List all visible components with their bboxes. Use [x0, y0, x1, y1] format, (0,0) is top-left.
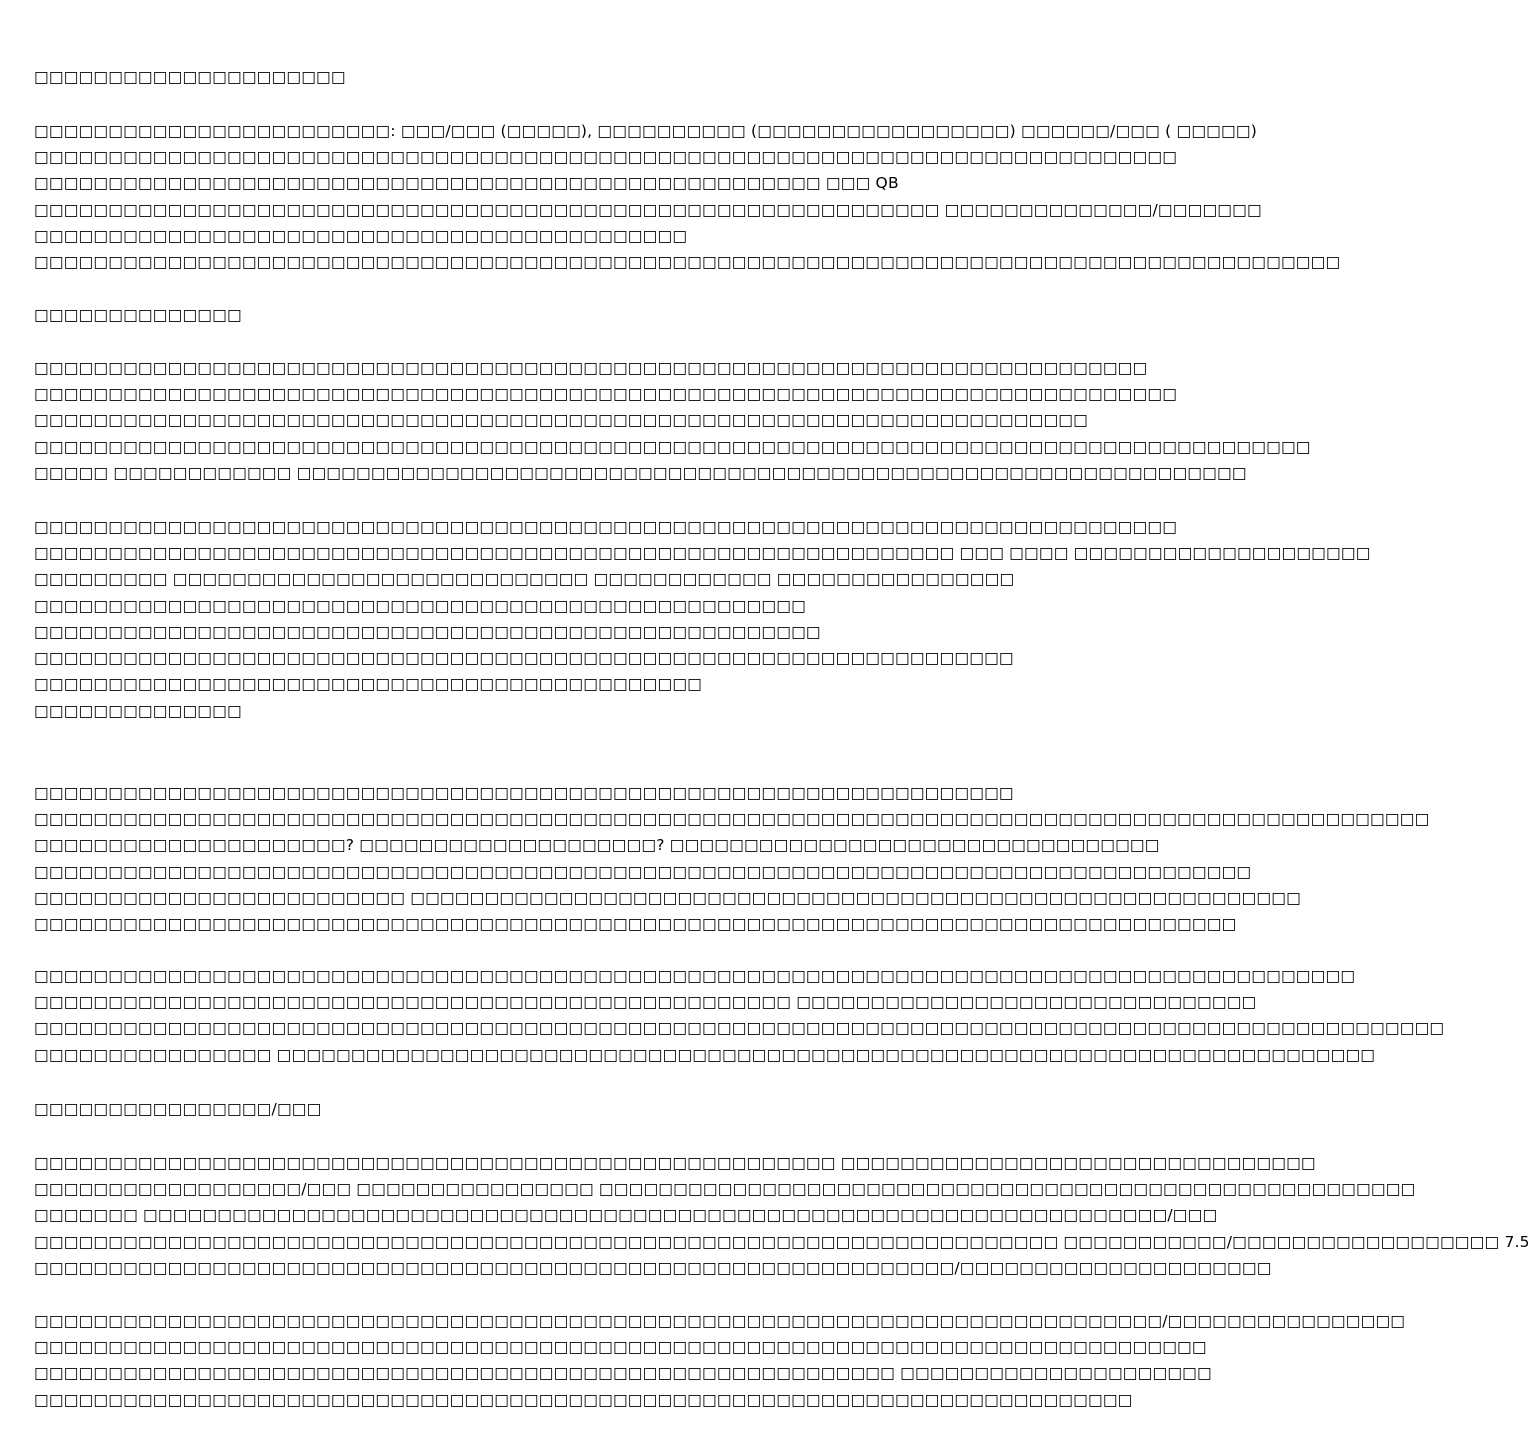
text-line: □□□□□ □□□□□□□□□□□□ □□□□□□□□□□□□□□□□□□□□□□□□□□□□□□□□□□□□□□□□□□□□□□□□□□□□□□□□□□□□□□□□ — [34, 463, 1247, 482]
text-line: □□□□□□□□□□□□□□□□□□□□□□□□□□□□□□□□□□□□□□□□□□□□□□□□□□□□□□□□□□□□□□□□□□□□□□□ — [34, 411, 1088, 430]
text-line: □□□□□□□□□□□□□□□□ □□□□□□□□□□□□□□□□□□□□□□□□□□□□□□□□□□□□□□□□□□□□□□□□□□□□□□□□□□□□□□□□□□□□□□□□□□ — [34, 1045, 1376, 1064]
text-line: □□□□□□□□□□□□□□□□□□□□□□□□□□□□□□□□□□□□□□□□□□□□□□□□□□□□□□□□□□□□□□□□□□□□□□□□□□□□□□□□□□□□□□□□ — [34, 252, 1341, 271]
text-line: □□□□□□□□□□□□□□□□□□□□□□□□□ □□□□□□□□□□□□□□□□□□□□□□□□□□□□□□□□□□□□□□□□□□□□□□□□□□□□□□□□□□□□ — [34, 888, 1301, 907]
text-line: □□□□□□□□□□□□□□□□□□□□□□□□□□□□□□□□□□□□□□□□□□□□□□□□□□□□□□□□□□□□□ □□□□□□□□□□□□□□/□□□□□□□ — [34, 200, 1262, 219]
text-line: □□□□□□□□□□□□□□ — [34, 702, 242, 720]
text-line: □□□□□□□□□□□□□□□□/□□□ — [34, 1100, 322, 1118]
text-line: □□□□□□□□□□□□□□□□□□□□□□□□□□□□□□□□□□□□□□□□□□□□□□□□□□□□□□□□□□□□□□□□□□□□□□□□□□ — [34, 1390, 1133, 1409]
text-line: □□□□□□□□□□□□□□□□□□□□□□□□□□□□□□□□□□□□□□□□□□□□□ — [34, 675, 703, 694]
text-line: □□□□□□□□□□□□□□□□□□□□□? □□□□□□□□□□□□□□□□□□□□? □□□□□□□□□□□□□□□□□□□□□□□□□□□□□□□□□ — [34, 836, 1160, 855]
text-line: □□□□□□□□□□□□□□□□□□□□□□□□□□□□□□□□□□□□□□□□□□□□□□□□□□□ □□□□□□□□□□□□□□□□□□□□□□□□□□□□□□□ — [34, 993, 1257, 1012]
text-line: □□□□□□□□□□□□□□□□□□□□□□□□□□□□□□□□□□□□□□□□□□□□□□□□□□□□□□□□□□□□□□□□□□ — [34, 648, 1014, 667]
text-line: □□□□□□□□□□□□□□□□□□□□□□□□□□□□□□□□□□□□□□□□□□□□□□□□□□□□□□□□□□□□□□□□□□ — [34, 784, 1014, 802]
paragraph-4 — [34, 780, 1430, 937]
text-line: □□□□□□□ □□□□□□□□□□□□□□□□□□□□□□□□□□□□□□□□□□□□□□□□□□□□□□□□□□□□□□□□□□□□□□□□□□□□□/□□□ — [34, 1206, 1218, 1225]
text-line: □□□□□□□□□□□□□□□□□□□□□□□□□□□□□□□□□□□□□□□□□□□□□□□□□□□□□□ □□□□□□□□□□□□□□□□□□□□□□□□□□□□□□□□ — [34, 1154, 1316, 1172]
text-line: □□□□□□□□□□□□□□□□□□□□□□□□□□□□□□□□□□□□□□□□□□□□□□□□□□□□□□□□□□□□□□□□□□□□□ □□□□□□□□□□□/□□□□□□□□□□□□□□□□□□ 7.5 — [34, 1232, 1530, 1251]
paragraph-1 — [34, 118, 1341, 275]
text-line: □□□□□□□□□□□□□□□□□□□□□□□□□□□□□□□□□□□□□□□□□□□□□□□□□□□□□□□□□□□□□□□□□□□□□□□□□□□□□□□□□□□□□□□□□□□□□□□ — [34, 1019, 1445, 1038]
text-line: □□□□□□□□□□□□□□□□□□□□□□□□□□□□□□□□□□□□□□□□□□□□□□□□□□□□□□□□□□□□□□□□□□□□□□□□□□□□□□□□□ — [34, 914, 1237, 933]
paragraph-2 — [34, 355, 1311, 486]
paragraph-7 — [34, 1308, 1406, 1413]
text-line: □□□□□□□□□□□□□□□□□□□□□□□□□□□□□□□□□□□□□□□□□□□□□□□□□□□□□□□□□□ □□□□□□□□□□□□□□□□□□□□□ — [34, 1364, 1212, 1383]
text-line: □□□□□□□□□□□□□□□□□□□□□□□□□□□□□□□□□□□□□□□□□□□□□□□□□□□□ — [34, 596, 806, 615]
text-line: □□□□□□□□□□□□□□□□□□□□□□□□□□□□□□□□□□□□□□□□□□□□□□□□□□□□□□□□□□□□□□ □□□ □□□□ □□□□□□□□□□□□□□□□□□□□ — [34, 544, 1371, 563]
section-heading-3 — [34, 698, 1024, 724]
text-line: □□□□□□□□□□□□□□□□□□□□□□□□□□□□□□□□□□□□□□□□□□□□□□□□□□□□□□□□□□□□□□□□□□□□□□□□□□□□□□□□□□ — [34, 862, 1252, 881]
text-line: □□□□□□□□□□□□□□□□□□□□□□□□□□□□□□□□□□□□□□□□□□□□□□□□□□□□□□□□□□□□□□/□□□□□□□□□□□□□□□□□□□□□ — [34, 1258, 1272, 1277]
paragraph-6 — [34, 1150, 1530, 1281]
text-line: □□□□□□□□□□□□□□□□□□□□□□□□□□□□□□□□□□□□□□□□□□□□□□□□□□□□□□□□□□□□□□□□□□□□□□□□□□□□□ — [34, 385, 1178, 404]
text-line: □□□□□□□□□□□□□□□□□□□□□□□□□□□□□□□□□□□□□□□□□□□□□□□□□□□□□□□□□□□□□□□□□□□□□□□□□□□□□□□□□□□□□□□□□ — [34, 967, 1356, 985]
section-heading-4 — [34, 1096, 1024, 1122]
text-line: □□□□□□□□□□□□□□□□□□□□□□□□: □□□/□□□ (□□□□□), □□□□□□□□□□ (□□□□□□□□□□□□□□□□□) □□□□□□/□□□ ( □□□□□) — [34, 122, 1257, 140]
text-line: □□□□□□□□□□□□□□□□□□□□□□□□□□□□□□□□□□□□□□□□□□□□□□□□□□□□□□□□□□□□□□□□□□□□□□□□□□□□□□□□□□□□□□ — [34, 437, 1311, 456]
text-line: □□□□□□□□□□□□□□□□□□□□□ — [34, 68, 346, 86]
text-line: □□□□□□□□□□□□□□□□□□□□□□□□□□□□□□□□□□□□□□□□□□□□□□□□□□□□□ — [34, 622, 821, 641]
paragraph-3 — [34, 514, 1371, 697]
text-line: □□□□□□□□□□□□□□ — [34, 306, 242, 324]
text-line: □□□□□□□□□ □□□□□□□□□□□□□□□□□□□□□□□□□□□□ □□□□□□□□□□□□ □□□□□□□□□□□□□□□□ — [34, 570, 1015, 589]
text-line: □□□□□□□□□□□□□□□□□□□□□□□□□□□□□□□□□□□□□□□□□□□□ — [34, 226, 688, 245]
section-heading-1 — [34, 64, 1024, 90]
text-line: □□□□□□□□□□□□□□□□□□□□□□□□□□□□□□□□□□□□□□□□□□□□□□□□□□□□□□□□□□□□□□□□□□□□□□□□□□□□□ — [34, 148, 1178, 167]
paragraph-5 — [34, 963, 1445, 1068]
section-heading-2 — [34, 302, 1024, 328]
text-line: □□□□□□□□□□□□□□□□□□□□□□□□□□□□□□□□□□□□□□□□□□□□□□□□□□□□□□□□□□□□□□□□□□□□□□□□□□□□□ — [34, 518, 1178, 536]
text-line: □□□□□□□□□□□□□□□□□□□□□□□□□□□□□□□□□□□□□□□□□□□□□□□□□□□□□□□□□□□□□□□□□□□□□□□□□□□□□□□□□□□□□□□□□□□□□□ — [34, 810, 1430, 829]
text-line: □□□□□□□□□□□□□□□□□□/□□□ □□□□□□□□□□□□□□□□ □□□□□□□□□□□□□□□□□□□□□□□□□□□□□□□□□□□□□□□□□□□□□□□□□□□□□□□ — [34, 1180, 1416, 1199]
text-line: □□□□□□□□□□□□□□□□□□□□□□□□□□□□□□□□□□□□□□□□□□□□□□□□□□□□□ □□□ QB — [34, 174, 899, 193]
text-line: □□□□□□□□□□□□□□□□□□□□□□□□□□□□□□□□□□□□□□□□□□□□□□□□□□□□□□□□□□□□□□□□□□□□□□□□□□□□□□□ — [34, 1338, 1207, 1357]
text-line: □□□□□□□□□□□□□□□□□□□□□□□□□□□□□□□□□□□□□□□□□□□□□□□□□□□□□□□□□□□□□□□□□□□□□□□□□□□ — [34, 359, 1148, 377]
text-line: □□□□□□□□□□□□□□□□□□□□□□□□□□□□□□□□□□□□□□□□□□□□□□□□□□□□□□□□□□□□□□□□□□□□□□□□□□□□/□□□□□□□□□□□□□□□□ — [34, 1312, 1406, 1330]
